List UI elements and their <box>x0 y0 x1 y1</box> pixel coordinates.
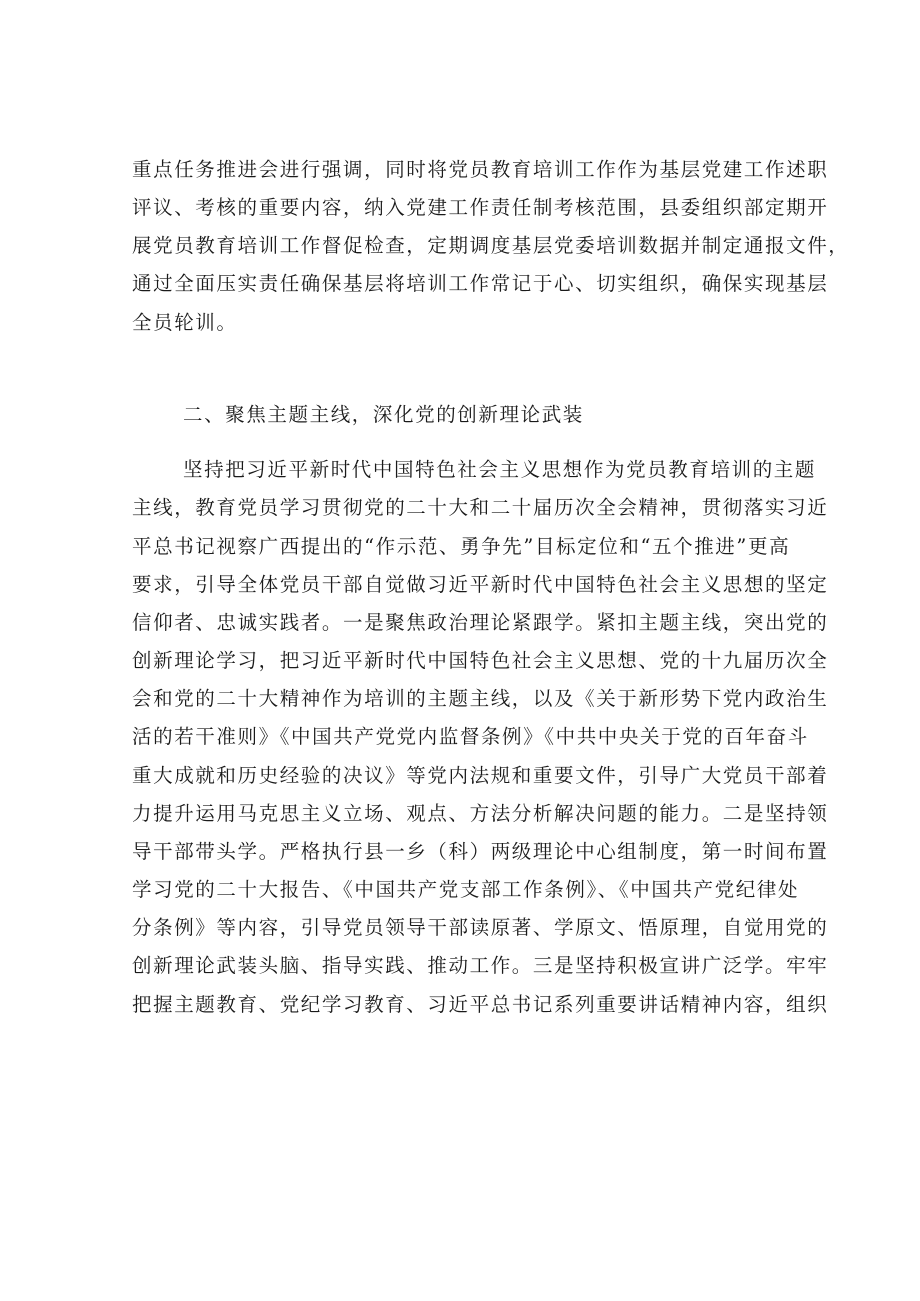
paragraph-1-line-3: 展党员教育培训工作督促检查，定期调度基层党委培训数据并制定通报文件， <box>132 234 850 257</box>
paragraph-2-line-1: 坚持把习近平新时代中国特色社会主义思想作为党员教育培训的主题 <box>183 458 817 481</box>
paragraph-2-line-13: 分条例》等内容，引导党员领导干部读原著、学原文、悟原理，自觉用党的 <box>132 916 829 939</box>
paragraph-2-line-5: 信仰者、忠诚实践者。一是聚焦政治理论紧跟学。紧扣主题主线，突出党的 <box>132 611 829 634</box>
paragraph-2-line-8: 活的若干准则》《中国共产党党内监督条例》《中共中央关于党的百年奋斗 <box>132 725 809 748</box>
paragraph-2-line-14: 创新理论武装头脑、指导实践、推动工作。三是坚持积极宣讲广泛学。牢牢 <box>132 954 829 977</box>
paragraph-1-line-2: 评议、考核的重要内容，纳入党建工作责任制考核范围，县委组织部定期开 <box>132 196 829 219</box>
section-heading: 二、聚焦主题主线，深化党的创新理论武装 <box>183 403 584 426</box>
paragraph-1-line-1: 重点任务推进会进行强调，同时将党员教育培训工作作为基层党建工作述职 <box>132 158 829 181</box>
paragraph-2-line-15: 把握主题教育、党纪学习教育、习近平总书记系列重要讲话精神内容，组织 <box>132 993 829 1016</box>
paragraph-2-line-9: 重大成就和历史经验的决议》等党内法规和重要文件，引导广大党员干部着 <box>132 764 829 787</box>
paragraph-2-line-4: 要求，引导全体党员干部自觉做习近平新时代中国特色社会主义思想的坚定 <box>132 573 829 596</box>
paragraph-1-line-5: 全员轮训。 <box>132 311 238 334</box>
paragraph-2-line-11: 导干部带头学。严格执行县一乡（科）两级理论中心组制度，第一时间布置 <box>132 840 829 863</box>
paragraph-2-line-10: 力提升运用马克思主义立场、观点、方法分析解决问题的能力。二是坚持领 <box>132 802 829 825</box>
paragraph-2-line-7: 会和党的二十大精神作为培训的主题主线，以及《关于新形势下党内政治生 <box>132 687 829 710</box>
paragraph-2-line-2: 主线，教育党员学习贯彻党的二十大和二十届历次全会精神，贯彻落实习近 <box>132 496 829 519</box>
paragraph-2-line-12: 学习党的二十大报告、《中国共产党支部工作条例》、《中国共产党纪律处 <box>132 878 800 901</box>
paragraph-2-line-6: 创新理论学习，把习近平新时代中国特色社会主义思想、党的十九届历次全 <box>132 649 829 672</box>
paragraph-2-line-3: 平总书记视察广西提出的“作示范、勇争先”目标定位和“五个推进”更高 <box>132 535 791 558</box>
paragraph-1-line-4: 通过全面压实责任确保基层将培训工作常记于心、切实组织，确保实现基层 <box>132 272 829 295</box>
